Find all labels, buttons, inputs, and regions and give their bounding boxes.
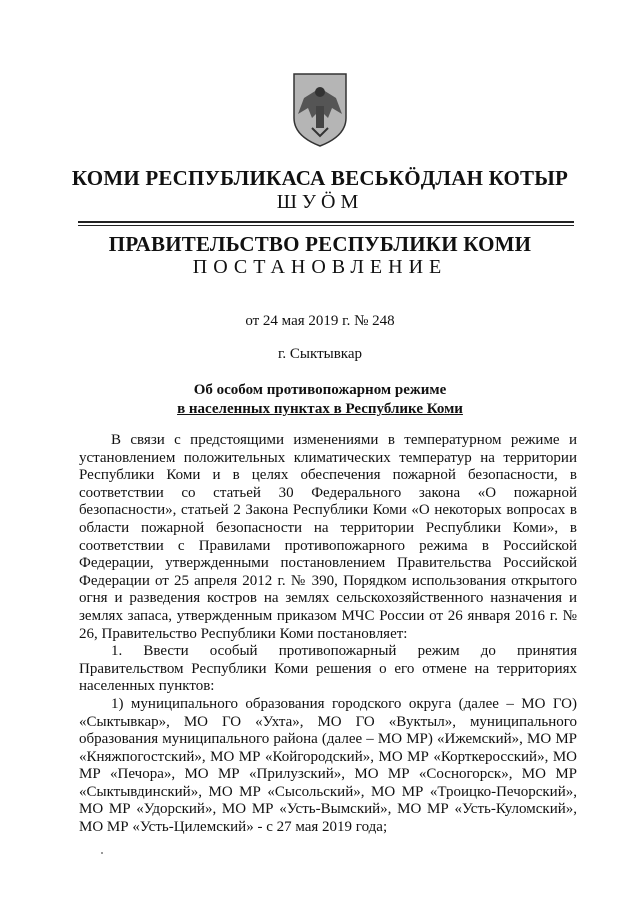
title-line2: в населенных пунктах в Республике Коми <box>177 401 463 417</box>
document-date: от 24 мая 2019 г. № 248 <box>245 313 395 329</box>
scan-speck <box>101 852 103 854</box>
header-divider-thick <box>78 221 574 223</box>
russian-header-line2: ПОСТАНОВЛЕНИЕ <box>192 256 448 278</box>
document-body <box>79 432 577 837</box>
russian-header-line1: ПРАВИТЕЛЬСТВО РЕСПУБЛИКИ КОМИ <box>108 232 532 256</box>
paragraph-item-1: 1. Ввести особый противопожарный режим до принятия Правительством Республики Коми решения о его отмене на территориях населенных пунктов: <box>79 643 577 695</box>
komi-coat-of-arms-icon <box>290 70 350 150</box>
title-line1: Об особом противопожарном режиме <box>193 382 447 398</box>
komi-header-line1: КОМИ РЕСПУБЛИКАСА ВЕСЬКӦДЛАН КОТЫР <box>71 166 569 190</box>
document-city: г. Сыктывкар <box>277 346 363 362</box>
header-divider-thin <box>78 225 574 226</box>
paragraph-preamble: В связи с предстоящими изменениями в температурном режиме и установлением положительных климатических температур на территории Республики Коми и в целях обеспечения пожарной безопасности, в соответствии со статьей 30 Федерального закона «О пожарной безопасности», статьей 2 Закона Республики Коми «О некоторых вопросах в области пожарной безопасности на территории Республики Коми», в соответствии с Правилами противопожарного режима в Российской Федерации, утвержденными постановлением Правительства Российской Федерации от 25 апреля 2012 г. № 390, Порядком использования открытого огня и разведения костров на землях сельскохозяйственного назначения и землях запаса, утвержденным приказом МЧС России от 26 января 2016 г. № 26, Правительство Республики Коми постановляет: <box>79 432 577 642</box>
komi-header-line2: ШУӦМ <box>276 191 364 213</box>
paragraph-subitem-1: 1) муниципального образования городского округа (далее – МО ГО) «Сыктывкар», МО ГО «Ухта», МО ГО «Вуктыл», муниципального образования муниципального района (далее – МО МР) «Ижемский», МО МР «Княжпогостский», МО МР «Койгородский», МО МР «Корткеросский», МО МР «Печора», МО МР «Прилузский», МО МР «Сосногорск», МО МР «Сыктывдинский», МО МР «Сысольский», МО МР «Троицко-Печорский», МО МР «Удорский», МО МР «Усть-Вымский», МО МР «Усть-Куломский», МО МР «Усть-Цилемский» - с 27 мая 2019 года; <box>79 695 577 836</box>
document-title <box>0 381 640 419</box>
